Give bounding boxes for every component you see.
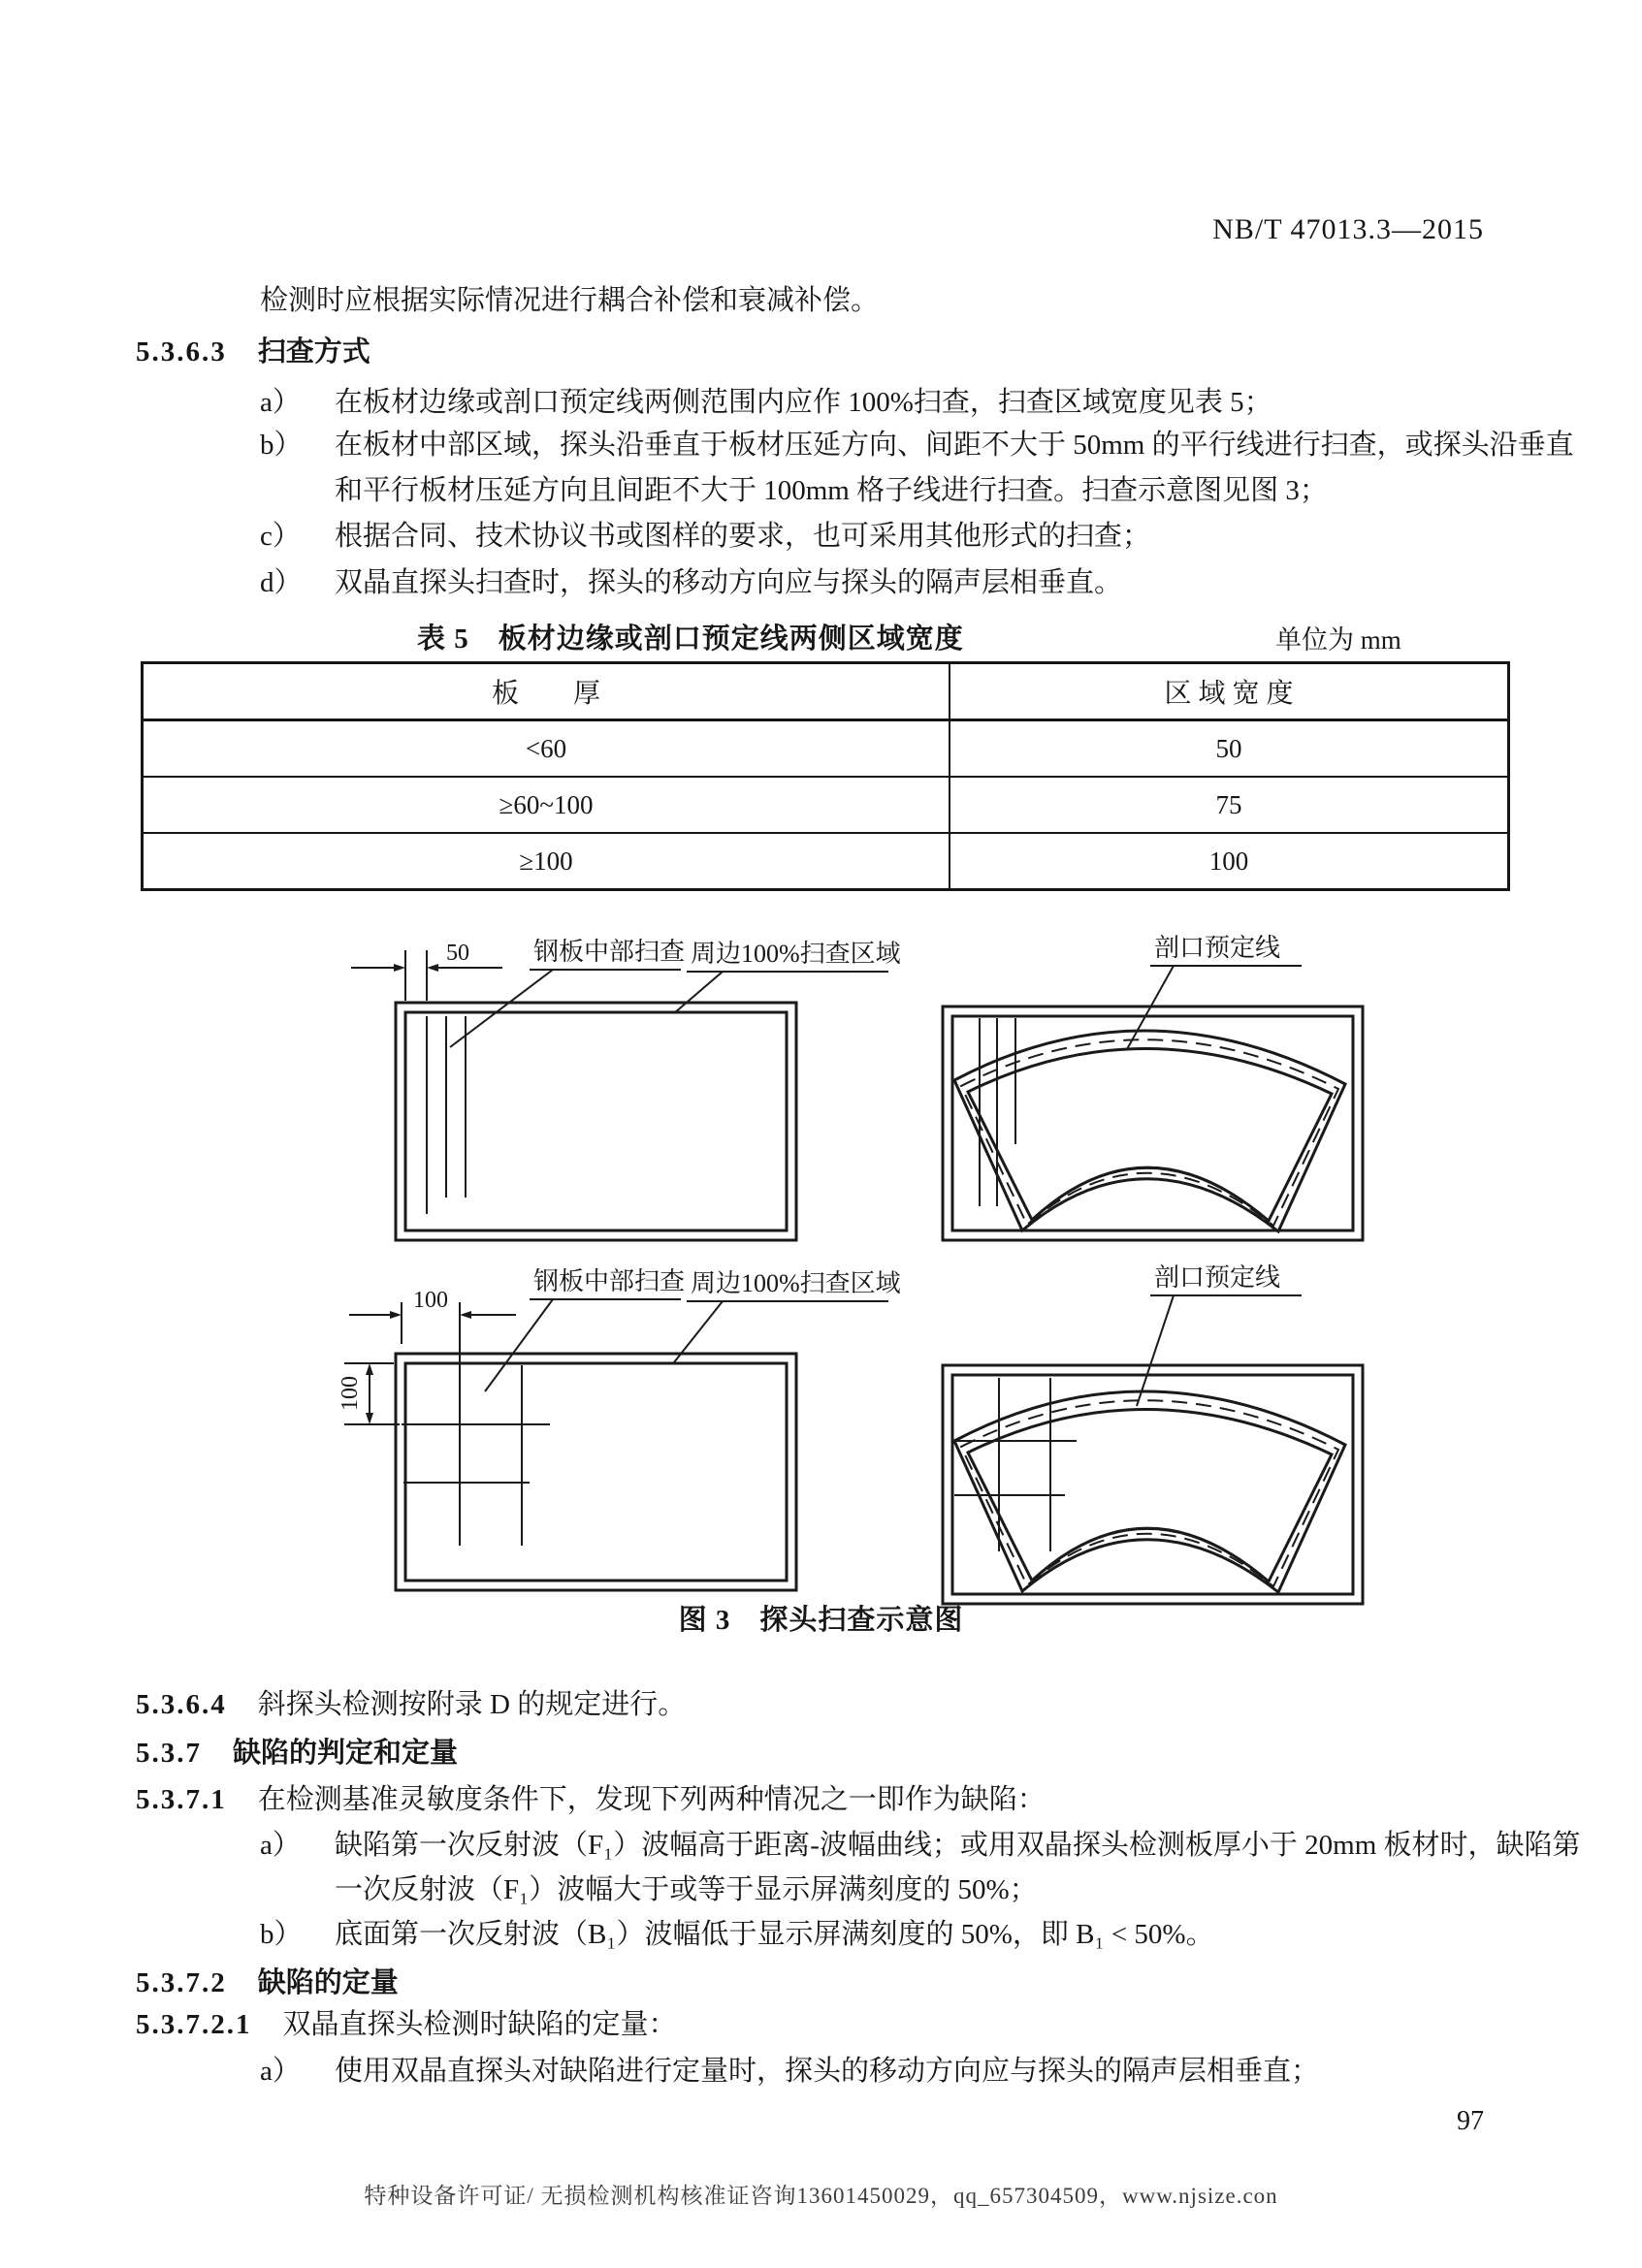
table-cell: ≥100: [143, 833, 950, 890]
table-cell: 100: [950, 833, 1509, 890]
plate-outline: [396, 1003, 796, 1240]
table-caption: 表 5 板材边缘或剖口预定线两侧区域宽度: [417, 623, 964, 655]
list-marker: c）: [260, 521, 301, 552]
table-cell: ≥60~100: [143, 777, 950, 833]
clause-title: 扫查方式: [257, 336, 370, 367]
list-marker: b）: [260, 430, 303, 461]
list-text: 根据合同、技术协议书或图样的要求，也可采用其他形式的扫查；: [335, 521, 1151, 552]
table-row: [143, 720, 1509, 778]
dim-100-label: 100: [413, 1288, 448, 1313]
list-text: 在板材中部区域，探头沿垂直于板材压延方向、间距不大于 50mm 的平行线进行扫查，或探头沿垂直和平行板材压延方向且间距不大于 100mm 格子线进行扫查。扫查示意图见图 3；: [335, 430, 1574, 506]
clause-title: 缺陷的判定和定量: [233, 1738, 459, 1769]
clause-number: 5.3.7.2.1: [136, 2009, 252, 2040]
leader-line: [1137, 1295, 1174, 1406]
table-row: [143, 777, 1509, 833]
defect-item-b: [260, 1912, 1592, 1958]
list-marker: a）: [260, 387, 301, 418]
leader-line: [674, 972, 723, 1013]
clause-5-3-7-2: [136, 1961, 399, 2000]
clause-5-3-6-4: [136, 1682, 686, 1722]
dim-100-vertical-label: 100: [338, 1376, 363, 1411]
list-text: 双晶直探头扫查时，探头的移动方向应与探头的隔声层相垂直。: [335, 567, 1123, 598]
table-header-thickness: 板 厚: [143, 663, 950, 720]
clause-text: 斜探头检测按附录 D 的规定进行。: [257, 1689, 687, 1720]
dim-arrow-right-icon: [394, 964, 405, 972]
clause-title: 缺陷的定量: [257, 1967, 399, 1998]
doc-number: NB/T 47013.3—2015: [1212, 213, 1484, 245]
clause-5-3-7: [136, 1731, 458, 1771]
clause-number: 5.3.7: [136, 1738, 202, 1769]
plate-outline: [396, 1354, 796, 1590]
table-cell: <60: [143, 720, 950, 778]
list-marker: d）: [260, 567, 303, 598]
scan-zone-outline: [405, 1012, 787, 1230]
list-text: 底面第一次反射波（B₁）波幅低于显示屏满刻度的 50%，即 B₁ < 50%。: [335, 1919, 1214, 1950]
clause-number: 5.3.7.2: [136, 1967, 227, 1998]
fan-outer-outline: [954, 1031, 1345, 1231]
figure-panel-plate-parallel-scan: [242, 921, 912, 1246]
figure-panel-cut-line-bottom: [921, 1251, 1513, 1619]
defect-item-a: [260, 1823, 1592, 1912]
list-item-c: [260, 514, 1592, 559]
periphery-label: 周边100%扫查区域: [691, 1269, 901, 1297]
list-item-d: [260, 560, 1592, 606]
clause-number: 5.3.7.1: [136, 1784, 227, 1815]
clause-text: 在检测基准灵敏度条件下，发现下列两种情况之一即作为缺陷：: [257, 1784, 1046, 1815]
list-marker: b）: [260, 1919, 303, 1950]
dim-arrow-left-icon: [427, 964, 438, 972]
fan-outer-outline: [954, 1391, 1345, 1592]
dim-arrow-up-icon: [366, 1363, 373, 1375]
clause-number: 5.3.6.4: [136, 1689, 227, 1720]
periphery-label: 周边100%扫查区域: [691, 940, 901, 968]
plate-outline: [943, 1006, 1363, 1240]
list-item-a: [260, 380, 1592, 426]
table-cell: 50: [950, 720, 1509, 778]
fan-inner-outline: [968, 1048, 1332, 1221]
cut-line-dashed: [961, 1039, 1338, 1226]
clause-5-3-6-3: [136, 330, 370, 369]
list-marker: a）: [260, 1830, 301, 1861]
quant-item-a: [260, 2049, 1592, 2094]
cut-line-label: 剖口预定线: [1154, 934, 1281, 962]
center-scan-label: 钢板中部扫查: [533, 938, 686, 966]
page-number: 97: [1457, 2106, 1484, 2136]
table-5: [141, 661, 1510, 891]
leader-line: [485, 1299, 553, 1391]
table-header-zone-width: 区 域 宽 度: [950, 663, 1509, 720]
list-text: 使用双晶直探头对缺陷进行定量时，探头的移动方向应与探头的隔声层相垂直；: [335, 2056, 1320, 2087]
table-header-row: [143, 663, 1509, 720]
clause-text: 双晶直探头检测时缺陷的定量：: [282, 2009, 677, 2040]
dim-arrow-right-icon: [390, 1311, 402, 1319]
scan-zone-outline: [405, 1363, 787, 1581]
center-scan-label: 钢板中部扫查: [533, 1267, 686, 1295]
clause-5-3-7-2-1: [136, 2002, 677, 2042]
dim-arrow-down-icon: [366, 1413, 373, 1424]
figure-3-area: [0, 921, 1642, 1639]
dim-50-label: 50: [446, 941, 469, 966]
list-marker: a）: [260, 2056, 301, 2087]
table-unit: 单位为 mm: [1275, 625, 1401, 655]
figure-panel-cut-line-top: [921, 921, 1513, 1246]
table-row: [143, 833, 1509, 890]
list-text: 缺陷第一次反射波（F₁）波幅高于距离-波幅曲线；或用双晶探头检测板厚小于 20mm 板材时，缺陷第一次反射波（F₁）波幅大于或等于显示屏满刻度的 50%；: [335, 1830, 1581, 1905]
clause-5-3-7-1: [136, 1777, 1046, 1817]
figure-panel-plate-grid-scan: [242, 1251, 912, 1619]
list-item-b: [260, 423, 1592, 514]
list-text: 在板材边缘或剖口预定线两侧范围内应作 100%扫查，扫查区域宽度见表 5；: [335, 387, 1272, 418]
dim-arrow-left-icon: [460, 1311, 471, 1319]
footer-note: 特种设备许可证/ 无损检测机构核准证咨询13601450029，qq_657304509，www.njsize.con: [364, 2184, 1278, 2208]
clause-number: 5.3.6.3: [136, 336, 227, 367]
figure-caption: 图 3 探头扫查示意图: [678, 1605, 964, 1636]
intro-paragraph: 检测时应根据实际情况进行耦合补偿和衰减补偿。: [260, 285, 880, 316]
cut-line-label: 剖口预定线: [1154, 1263, 1281, 1292]
table-cell: 75: [950, 777, 1509, 833]
cut-line-dashed: [961, 1400, 1338, 1586]
